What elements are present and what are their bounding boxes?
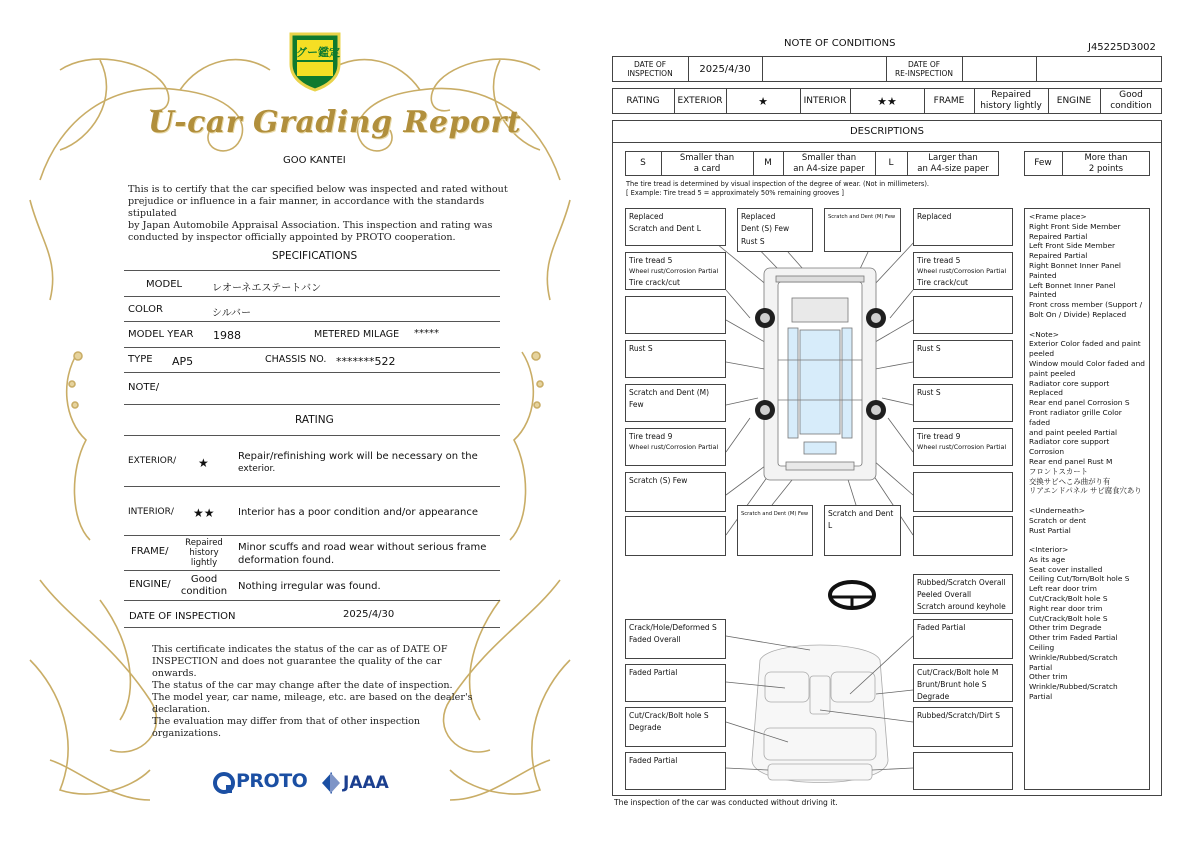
legend-few: Few <box>1034 158 1052 168</box>
callout-line: Wheel rust/Corrosion Partial <box>629 267 719 275</box>
callout-rear-left <box>625 472 726 512</box>
interior-stars-icon: ★★ <box>877 94 897 108</box>
certificate-intro <box>128 184 508 244</box>
exterior-label: EXTERIOR/ <box>128 456 177 466</box>
callout-line: Rust S <box>741 236 765 246</box>
legend-line: an A4-size paper <box>917 163 989 174</box>
callout-line: Tire tread 9 <box>917 432 961 441</box>
note-line: Ceiling <box>1029 643 1055 653</box>
callout-line: Tire tread 9 <box>629 432 673 441</box>
note-line: Other trim Degrade <box>1029 623 1102 633</box>
callout-cargo-left <box>625 752 726 790</box>
intro-line: by Japan Automobile Appraisal Association. This inspection and rating was <box>128 220 493 231</box>
footer-line: This certificate indicates the status of the car as of DATE OF <box>152 644 448 655</box>
note-line <box>1029 496 1145 506</box>
note-line: フロントスカート <box>1029 466 1089 476</box>
note-line: Other trim Faded Partial <box>1029 633 1118 643</box>
engine-label: ENGINE <box>1056 95 1092 106</box>
callout-right-rear-door <box>913 384 1013 422</box>
callout-line: Dent (S) Few <box>741 224 790 234</box>
note-line: As its age <box>1029 554 1066 564</box>
model-year-value: 1988 <box>213 329 241 342</box>
frame-value-line: lightly <box>190 558 218 568</box>
model-label: MODEL <box>146 279 183 290</box>
note-line: Painted <box>1029 270 1057 280</box>
callout-rear-right-interior <box>913 707 1013 747</box>
callout-front-left-seat <box>625 664 726 702</box>
callout-empty <box>913 516 1013 556</box>
callout-line: Scratch and Dent (M) Few <box>741 511 809 517</box>
intro-line: conducted by inspector officially appointed by PROTO cooperation. <box>128 232 456 243</box>
footer-line: The model year, car name, mileage, etc. are based on the dealer's <box>152 692 473 703</box>
legend-line: an A4-size paper <box>793 163 865 174</box>
callout-line: Scratch (S) Few <box>629 476 688 485</box>
value-line: condition <box>1110 101 1152 111</box>
note-line: <Note> <box>1029 329 1059 339</box>
engine-label: ENGINE/ <box>129 579 171 590</box>
legend-s: S <box>640 158 646 168</box>
footer-line: The evaluation may differ from that of other inspection organizations. <box>152 716 421 739</box>
callout-line: Scratch and Dent L <box>629 224 701 234</box>
note-line: Front radiator grille Color faded <box>1029 407 1125 427</box>
callout-rear-left-interior <box>625 707 726 747</box>
rating-label: RATING <box>626 95 660 106</box>
callout-line: Crack/Hole/Deformed S <box>629 623 717 632</box>
callout-right-front-door <box>913 340 1013 378</box>
frame-description-1: Minor scuffs and road wear without serious frame <box>238 542 487 553</box>
callout-line: Brunt/Brunt hole S <box>917 680 987 689</box>
value-line: history lightly <box>980 101 1042 111</box>
interior-stars-icon: ★★ <box>193 506 215 520</box>
exterior-description-2: exterior. <box>238 464 276 474</box>
note-line: Wrinkle/Rubbed/Scratch <box>1029 652 1118 662</box>
callout-front-right-interior <box>913 619 1013 659</box>
callout-line: Tire tread 5 <box>917 256 961 265</box>
note-line: Left rear door trim <box>1029 584 1097 594</box>
note-line: Exterior Color faded and paint <box>1029 339 1141 349</box>
engine-value-line: condition <box>180 586 228 597</box>
goo-kantei-badge-icon <box>287 30 343 92</box>
jaaa-logo-icon <box>318 770 342 796</box>
engine-value <box>178 574 230 598</box>
callout-dashboard <box>625 619 726 659</box>
callout-front-right-tire <box>913 252 1013 290</box>
type-label: TYPE <box>128 354 153 365</box>
callout-line: Scratch and Dent (M) Few <box>828 214 896 220</box>
callout-empty <box>913 752 1013 790</box>
label-line: DATE OF <box>907 60 941 69</box>
note-line: Window mould Color faded and <box>1029 358 1145 368</box>
note-line: <Underneath> <box>1029 505 1085 515</box>
callout-line: Rust S <box>917 388 941 397</box>
callout-line: Cut/Crack/Bolt hole S <box>629 711 709 720</box>
note-line: Left Front Side Member <box>1029 241 1116 251</box>
note-line: Ceiling Cut/Torn/Bolt hole S <box>1029 574 1130 584</box>
label-line: RE-INSPECTION <box>894 69 954 78</box>
chassis-value: *******522 <box>336 355 396 368</box>
value-line: Good <box>1119 90 1143 100</box>
note-line: Partial <box>1029 662 1053 672</box>
note-line: Rust Partial <box>1029 525 1071 535</box>
callout-line: Cut/Crack/Bolt hole M <box>917 668 999 677</box>
footer-line: The status of the car may change after the date of inspection. <box>152 680 453 691</box>
note-line: Partial <box>1029 692 1053 702</box>
note-line: Right Bonnet Inner Panel <box>1029 260 1121 270</box>
callout-rear-right-tire <box>913 428 1013 466</box>
frame-label: FRAME/ <box>131 546 169 557</box>
steering-wheel-icon <box>830 582 874 608</box>
callout-line: Rust S <box>629 344 653 353</box>
legend-line: Larger than <box>928 152 978 163</box>
legend-line: Smaller than <box>801 152 857 163</box>
callout-line: Faded Partial <box>917 623 966 632</box>
callout-empty <box>913 472 1013 512</box>
note-line: Repaired Partial <box>1029 251 1088 261</box>
exterior-star-icon: ★ <box>758 94 768 108</box>
callout-line: Degrade <box>917 692 950 701</box>
callout-steering-wheel <box>913 574 1013 614</box>
frame-value <box>182 538 226 568</box>
specifications-heading: SPECIFICATIONS <box>272 250 358 262</box>
rating-heading: RATING <box>295 414 334 426</box>
color-value: シルバー <box>212 308 252 319</box>
certificate-footer <box>152 644 482 740</box>
date-of-inspection-label: DATE OF INSPECTION <box>129 611 236 622</box>
callout-rear-center-right <box>824 505 901 556</box>
note-line: リアエンドパネル サビ腐食穴あり <box>1029 486 1142 496</box>
callout-rear-center-left <box>737 505 813 556</box>
note-line <box>1029 535 1145 545</box>
note-of-conditions-sheet <box>600 0 1200 848</box>
model-year-label: MODEL YEAR <box>128 329 194 340</box>
frame-value-line: Repaired <box>185 538 223 548</box>
intro-line: This is to certify that the car specified below was inspected and rated without <box>128 184 508 195</box>
note-line: <Frame place> <box>1029 212 1087 221</box>
tire-note: The tire tread is determined by visual inspection of the degree of wear. (Not in millimeters). <box>626 180 930 188</box>
metered-mileage-label: METERED MILAGE <box>314 329 400 340</box>
legend-line: More than <box>1084 152 1128 163</box>
callout-line: Replaced <box>741 212 776 221</box>
callout-line: Rust S <box>917 344 941 353</box>
callout-line: Peeled Overall <box>917 590 972 599</box>
callout-line: Rubbed/Scratch/Dirt S <box>917 711 1000 720</box>
callout-line: Replaced <box>917 212 952 221</box>
label-line: INSPECTION <box>627 69 673 78</box>
exterior-star-icon: ★ <box>198 456 209 470</box>
legend-line: 2 points <box>1088 163 1124 174</box>
note-line <box>1029 320 1145 330</box>
callout-front-center-right <box>824 208 901 252</box>
callout-front-left <box>625 208 726 246</box>
note-line: Cut/Crack/Bolt hole S <box>1029 594 1108 604</box>
chassis-label: CHASSIS NO. <box>265 354 327 365</box>
descriptions-heading: DESCRIPTIONS <box>849 125 925 137</box>
note-line: peeled <box>1029 349 1055 359</box>
callout-line: Faded Partial <box>629 668 678 677</box>
certificate-title: U-car Grading Report <box>148 105 522 140</box>
interior-description: Interior has a poor condition and/or appearance <box>238 507 479 518</box>
callout-line: Wheel rust/Corrosion Partial <box>917 443 1007 451</box>
badge-text: グー鑑定 <box>296 46 340 59</box>
callout-line: Faded Partial <box>629 756 678 765</box>
note-line: Seat cover installed <box>1029 564 1103 574</box>
model-value: レオーネエステートバン <box>212 283 322 294</box>
type-value: AP5 <box>172 355 194 368</box>
sheet-footer: The inspection of the car was conducted without driving it. <box>614 798 838 807</box>
note-line: <Interior> <box>1029 545 1069 555</box>
certificate-subtitle: GOO KANTEI <box>283 155 346 166</box>
note-line: Left Bonnet Inner Panel Painted <box>1029 280 1118 300</box>
note-line: Wrinkle/Rubbed/Scratch <box>1029 682 1118 692</box>
note-line: and paint peeled Partial <box>1029 427 1118 437</box>
legend-line: a card <box>693 163 721 174</box>
callout-line: Replaced <box>629 212 664 221</box>
note-label: NOTE/ <box>128 382 160 393</box>
note-line: Rear end panel Rust M <box>1029 456 1113 466</box>
legend-line: Smaller than <box>679 152 735 163</box>
note-line: Radiator core support <box>1029 437 1110 447</box>
interior-label: INTERIOR <box>803 95 847 106</box>
sheet-code: J45225D3002 <box>1088 42 1156 53</box>
callout-left-front-door <box>625 340 726 378</box>
note-line: Right Front Side Member <box>1029 221 1121 231</box>
color-label: COLOR <box>128 304 163 315</box>
value-line: Repaired <box>991 90 1031 100</box>
footer-line: INSPECTION and does not guarantee the quality of the car onwards. <box>152 656 442 679</box>
note-line: Rear end panel Corrosion S <box>1029 398 1130 408</box>
note-line: Right rear door trim <box>1029 603 1103 613</box>
callout-line: Wheel rust/Corrosion Partial <box>629 443 719 451</box>
metered-mileage-value: ***** <box>414 328 439 339</box>
callout-front-right-seat <box>913 664 1013 702</box>
callout-line: Tire crack/cut <box>917 278 968 287</box>
proto-logo-icon <box>212 771 236 795</box>
engine-description: Nothing irregular was found. <box>238 581 381 592</box>
note-line: Front cross member (Support / <box>1029 300 1143 310</box>
callout-front-right <box>913 208 1013 246</box>
note-line: 交換サビへこみ曲がり有 <box>1029 476 1111 486</box>
callout-left-rear-door <box>625 384 726 422</box>
note-line: Radiator core support Replaced <box>1029 378 1112 398</box>
footer-line: declaration. <box>152 704 211 715</box>
jaaa-logo-text: JAAA <box>343 773 389 793</box>
frame-description-2: deformation found. <box>238 555 335 566</box>
callout-front-left-tire <box>625 252 726 290</box>
note-line: Scratch or dent <box>1029 515 1087 525</box>
callout-front-center-left <box>737 208 813 252</box>
callout-line: Tire tread 5 <box>629 256 673 265</box>
date-of-inspection-value: 2025/4/30 <box>343 609 395 620</box>
notes-panel <box>1024 208 1150 790</box>
exterior-description-1: Repair/refinishing work will be necessary on the <box>238 451 478 462</box>
exterior-label: EXTERIOR <box>677 95 723 106</box>
note-line: Other trim <box>1029 672 1068 682</box>
callout-line: Degrade <box>629 723 662 733</box>
note-line: Repaired Partial <box>1029 231 1088 241</box>
frame-label: FRAME <box>933 95 965 106</box>
sheet-title: NOTE OF CONDITIONS <box>784 38 896 49</box>
tire-example: [ Example: Tire tread 5 = approximately 50% remaining grooves ] <box>626 189 844 197</box>
callout-empty <box>625 296 726 334</box>
callout-line: Rubbed/Scratch Overall <box>917 578 1006 587</box>
callout-rear-left-tire <box>625 428 726 466</box>
frame-value-line: history <box>189 548 219 558</box>
callout-empty <box>913 296 1013 334</box>
intro-line: prejudice or influence in a fair manner, in accordance with the standards stipulated <box>128 196 485 219</box>
note-line: Cut/Crack/Bolt hole S <box>1029 613 1108 623</box>
note-line: Bolt On / Divide) Replaced <box>1029 309 1127 319</box>
legend-m: M <box>764 158 772 168</box>
label-line: DATE OF <box>633 60 667 69</box>
note-line: Corrosion <box>1029 447 1065 457</box>
engine-value-line: Good <box>190 574 218 585</box>
note-line: paint peeled <box>1029 368 1076 378</box>
proto-logo-text: PROTO <box>236 770 308 792</box>
callout-line: Faded Overall <box>629 635 681 645</box>
date-of-inspection-value: 2025/4/30 <box>699 63 751 75</box>
callout-empty <box>625 516 726 556</box>
callout-line: Scratch and Dent (M) Few <box>629 388 710 410</box>
callout-line: Tire crack/cut <box>629 278 680 287</box>
callout-line: Scratch around keyhole <box>917 602 1006 611</box>
callout-line: Wheel rust/Corrosion Partial <box>917 267 1007 275</box>
callout-line: Scratch and Dent L <box>828 509 894 531</box>
legend-l: L <box>888 158 894 168</box>
interior-label: INTERIOR/ <box>128 507 174 517</box>
